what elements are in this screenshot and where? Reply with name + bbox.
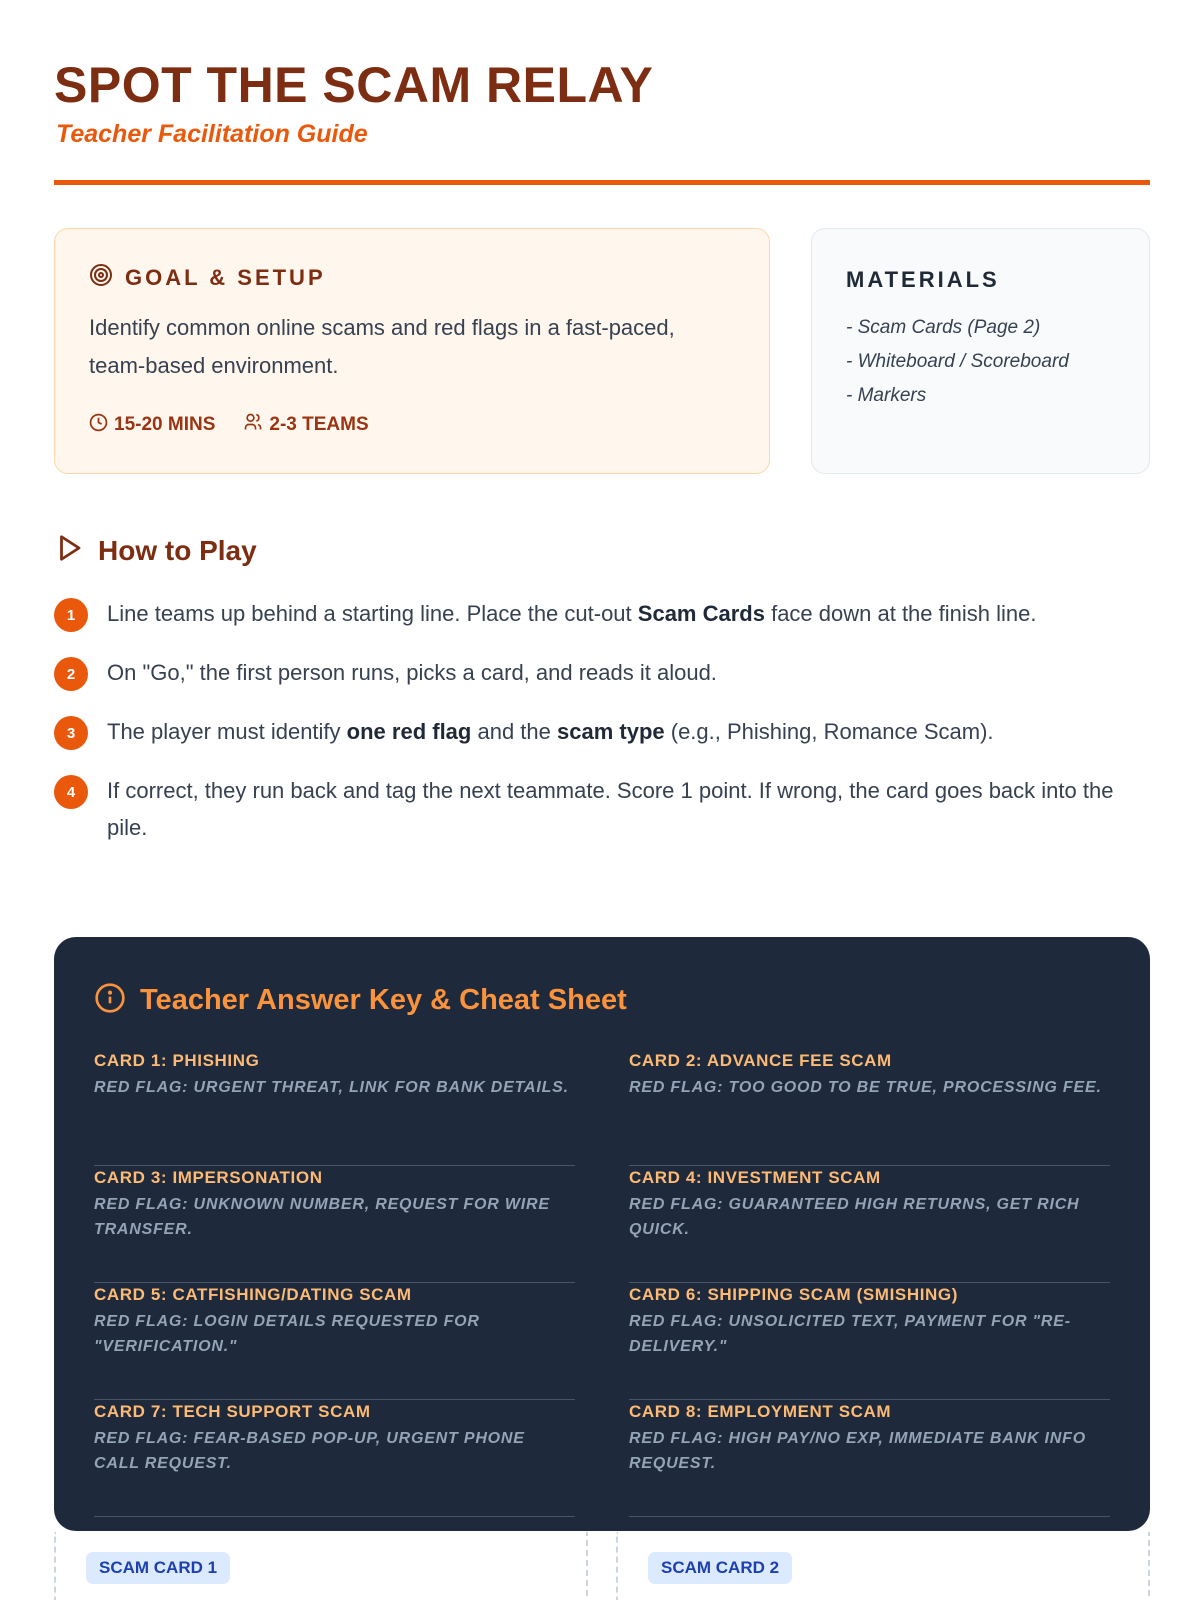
answer-key-heading: Teacher Answer Key & Cheat Sheet — [140, 984, 627, 1016]
play-icon — [54, 533, 84, 568]
step-number: 3 — [54, 716, 88, 750]
duration-info — [89, 412, 215, 438]
step-item — [54, 654, 1150, 691]
answer-card-flag: RED FLAG: UNKNOWN NUMBER, REQUEST FOR WIRE TRANSFER. — [94, 1196, 550, 1238]
answer-key-header — [94, 982, 627, 1019]
teams-text: 2-3 TEAMS — [269, 414, 369, 435]
step-item — [54, 772, 1150, 846]
answer-card — [629, 1283, 1110, 1400]
answer-key-panel — [54, 937, 1150, 1531]
answer-card — [629, 1166, 1110, 1283]
step-text: On "Go," the first person runs, picks a card, and reads it aloud. — [107, 660, 717, 685]
step-text: The player must identify one red flag and the scam type (e.g., Phishing, Romance Scam). — [107, 719, 994, 744]
answer-card-flag: RED FLAG: UNSOLICITED TEXT, PAYMENT FOR "RE-DELIVERY." — [629, 1313, 1071, 1355]
answer-card-flag: RED FLAG: LOGIN DETAILS REQUESTED FOR "VERIFICATION." — [94, 1313, 480, 1355]
page-subtitle: Teacher Facilitation Guide — [56, 120, 368, 148]
answer-card-title: CARD 6: SHIPPING SCAM (SMISHING) — [629, 1285, 958, 1304]
step-text: Line teams up behind a starting line. Place the cut-out Scam Cards face down at the finish line. — [107, 601, 1037, 626]
answer-card — [629, 1400, 1110, 1517]
answer-card-flag: RED FLAG: FEAR-BASED POP-UP, URGENT PHONE CALL REQUEST. — [94, 1430, 525, 1472]
goal-description: Identify common online scams and red flags in a fast-paced, team-based environment. — [89, 315, 675, 378]
answer-card-title: CARD 7: TECH SUPPORT SCAM — [94, 1402, 371, 1421]
answer-card-title: CARD 2: ADVANCE FEE SCAM — [629, 1051, 892, 1070]
scam-card-badge: SCAM CARD 1 — [86, 1552, 230, 1584]
goal-header — [89, 263, 326, 292]
answer-card-flag: RED FLAG: GUARANTEED HIGH RETURNS, GET RICH QUICK. — [629, 1196, 1080, 1238]
answer-card-title: CARD 8: EMPLOYMENT SCAM — [629, 1402, 892, 1421]
materials-item: - Scam Cards (Page 2) — [846, 317, 1041, 338]
answer-card-title: CARD 3: IMPERSONATION — [94, 1168, 323, 1187]
answer-card — [94, 1049, 575, 1166]
answer-card-flag: RED FLAG: HIGH PAY/NO EXP, IMMEDIATE BANK INFO REQUEST. — [629, 1430, 1086, 1472]
target-icon — [89, 263, 113, 292]
answer-key-grid — [94, 1049, 1110, 1517]
answer-card — [94, 1283, 575, 1400]
scam-card-badge: SCAM CARD 2 — [648, 1552, 792, 1584]
answer-card — [94, 1166, 575, 1283]
step-item — [54, 713, 1150, 750]
answer-card-flag: RED FLAG: TOO GOOD TO BE TRUE, PROCESSING FEE. — [629, 1079, 1102, 1096]
steps-list — [54, 595, 1150, 868]
step-item — [54, 595, 1150, 632]
title-divider — [54, 180, 1150, 185]
scam-card-1 — [54, 1532, 588, 1600]
step-number: 2 — [54, 657, 88, 691]
goal-meta — [89, 412, 369, 438]
how-to-play-heading: How to Play — [98, 534, 257, 566]
scam-card-2 — [616, 1532, 1150, 1600]
users-icon — [243, 412, 263, 438]
materials-item: - Markers — [846, 385, 927, 406]
materials-heading: MATERIALS — [846, 267, 1000, 292]
clock-icon — [89, 413, 108, 438]
answer-card-flag: RED FLAG: URGENT THREAT, LINK FOR BANK DETAILS. — [94, 1079, 569, 1096]
goal-heading: GOAL & SETUP — [125, 264, 326, 290]
duration-text: 15-20 MINS — [114, 414, 216, 435]
step-number: 4 — [54, 775, 88, 809]
step-number: 1 — [54, 598, 88, 632]
answer-card-title: CARD 5: CATFISHING/DATING SCAM — [94, 1285, 412, 1304]
answer-card — [94, 1400, 575, 1517]
materials-box — [811, 228, 1150, 474]
answer-card — [629, 1049, 1110, 1166]
teams-info — [243, 412, 368, 438]
info-icon — [94, 982, 126, 1019]
answer-card-title: CARD 1: PHISHING — [94, 1051, 260, 1070]
how-to-play-header — [54, 533, 257, 568]
goal-setup-box — [54, 228, 770, 474]
materials-list — [846, 311, 1069, 413]
materials-item: - Whiteboard / Scoreboard — [846, 351, 1069, 372]
page-title: SPOT THE SCAM RELAY — [54, 57, 654, 113]
step-text: If correct, they run back and tag the next teammate. Score 1 point. If wrong, the card goes back into the pile. — [107, 778, 1114, 840]
answer-card-title: CARD 4: INVESTMENT SCAM — [629, 1168, 881, 1187]
